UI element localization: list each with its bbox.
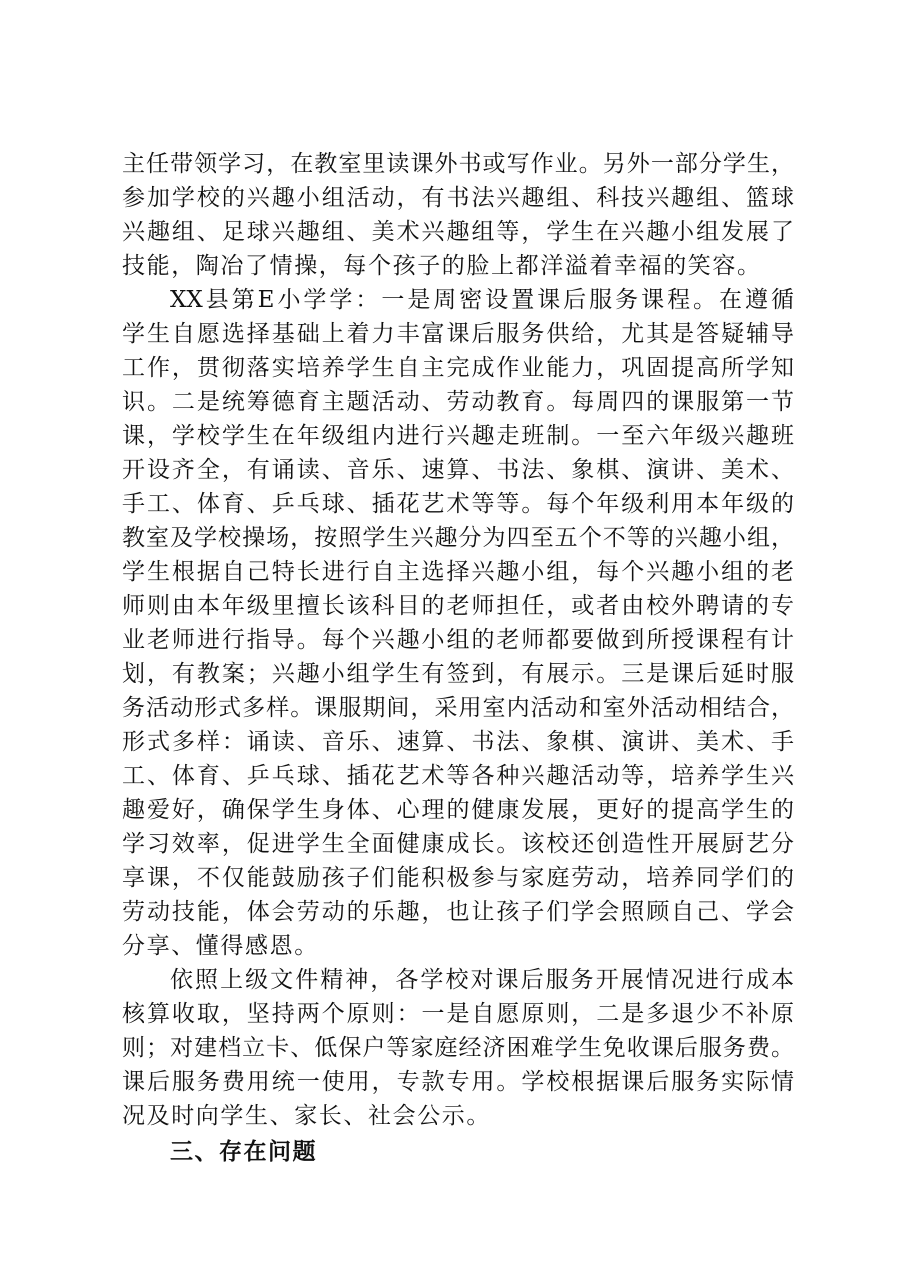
text-line: 手工、体育、乒乓球、插花艺术等等。每个年级利用本年级的 bbox=[122, 491, 794, 517]
text-line: 劳动技能，体会劳动的乐趣，也让孩子们学会照顾自己、学会 bbox=[122, 899, 794, 925]
text-line: 则；对建档立卡、低保户等家庭经济困难学生免收课后服务费。 bbox=[122, 1035, 794, 1061]
text-line: 况及时向学生、家长、社会公示。 bbox=[122, 1103, 491, 1129]
text-line: 课后服务费用统一使用，专款专用。学校根据课后服务实际情 bbox=[122, 1069, 794, 1095]
text-line: 学生根据自己特长进行自主选择兴趣小组，每个兴趣小组的老 bbox=[122, 559, 794, 585]
text-line: 形式多样：诵读、音乐、速算、书法、象棋、演讲、美术、手 bbox=[122, 729, 794, 755]
text-line: 享课，不仅能鼓励孩子们能积极参与家庭劳动，培养同学们的 bbox=[122, 865, 794, 891]
text-line: 师则由本年级里擅长该科目的老师担任，或者由校外聘请的专 bbox=[122, 593, 794, 619]
text-line: 课，学校学生在年级组内进行兴趣走班制。一至六年级兴趣班 bbox=[122, 423, 794, 449]
text-line: 学生自愿选择基础上着力丰富课后服务供给，尤其是答疑辅导 bbox=[122, 321, 794, 347]
text-line: 教室及学校操场，按照学生兴趣分为四至五个不等的兴趣小组， bbox=[122, 525, 794, 551]
text-line: 开设齐全，有诵读、音乐、速算、书法、象棋、演讲、美术、 bbox=[122, 457, 794, 483]
text-line: 兴趣组、足球兴趣组、美术兴趣组等，学生在兴趣小组发展了 bbox=[122, 219, 794, 245]
text-line: 划，有教案；兴趣小组学生有签到，有展示。三是课后延时服 bbox=[122, 661, 794, 687]
text-line: 工作，贯彻落实培养学生自主完成作业能力，巩固提高所学知 bbox=[122, 355, 794, 381]
text-line: 核算收取，坚持两个原则：一是自愿原则，二是多退少不补原 bbox=[122, 1001, 794, 1027]
text-line: 识。二是统筹德育主题活动、劳动教育。每周四的课服第一节 bbox=[122, 389, 794, 415]
text-line: 参加学校的兴趣小组活动，有书法兴趣组、科技兴趣组、篮球 bbox=[122, 185, 794, 211]
text-line: 学习效率，促进学生全面健康成长。该校还创造性开展厨艺分 bbox=[122, 831, 794, 857]
text-line: 依照上级文件精神，各学校对课后服务开展情况进行成本 bbox=[170, 967, 794, 993]
text-line: XX县第E小学学：一是周密设置课后服务课程。在遵循 bbox=[170, 287, 794, 313]
text-line: 业老师进行指导。每个兴趣小组的老师都要做到所授课程有计 bbox=[122, 627, 794, 653]
text-line: 趣爱好，确保学生身体、心理的健康发展，更好的提高学生的 bbox=[122, 797, 794, 823]
text-line: 工、体育、乒乓球、插花艺术等各种兴趣活动等，培养学生兴 bbox=[122, 763, 794, 789]
text-line: 分享、懂得感恩。 bbox=[122, 933, 319, 959]
text-line: 务活动形式多样。课服期间，采用室内活动和室外活动相结合， bbox=[122, 695, 794, 721]
text-line: 主任带领学习，在教室里读课外书或写作业。另外一部分学生， bbox=[122, 151, 794, 177]
section-heading: 三、存在问题 bbox=[170, 1139, 317, 1165]
text-line: 技能，陶冶了情操，每个孩子的脸上都洋溢着幸福的笑容。 bbox=[122, 253, 762, 279]
